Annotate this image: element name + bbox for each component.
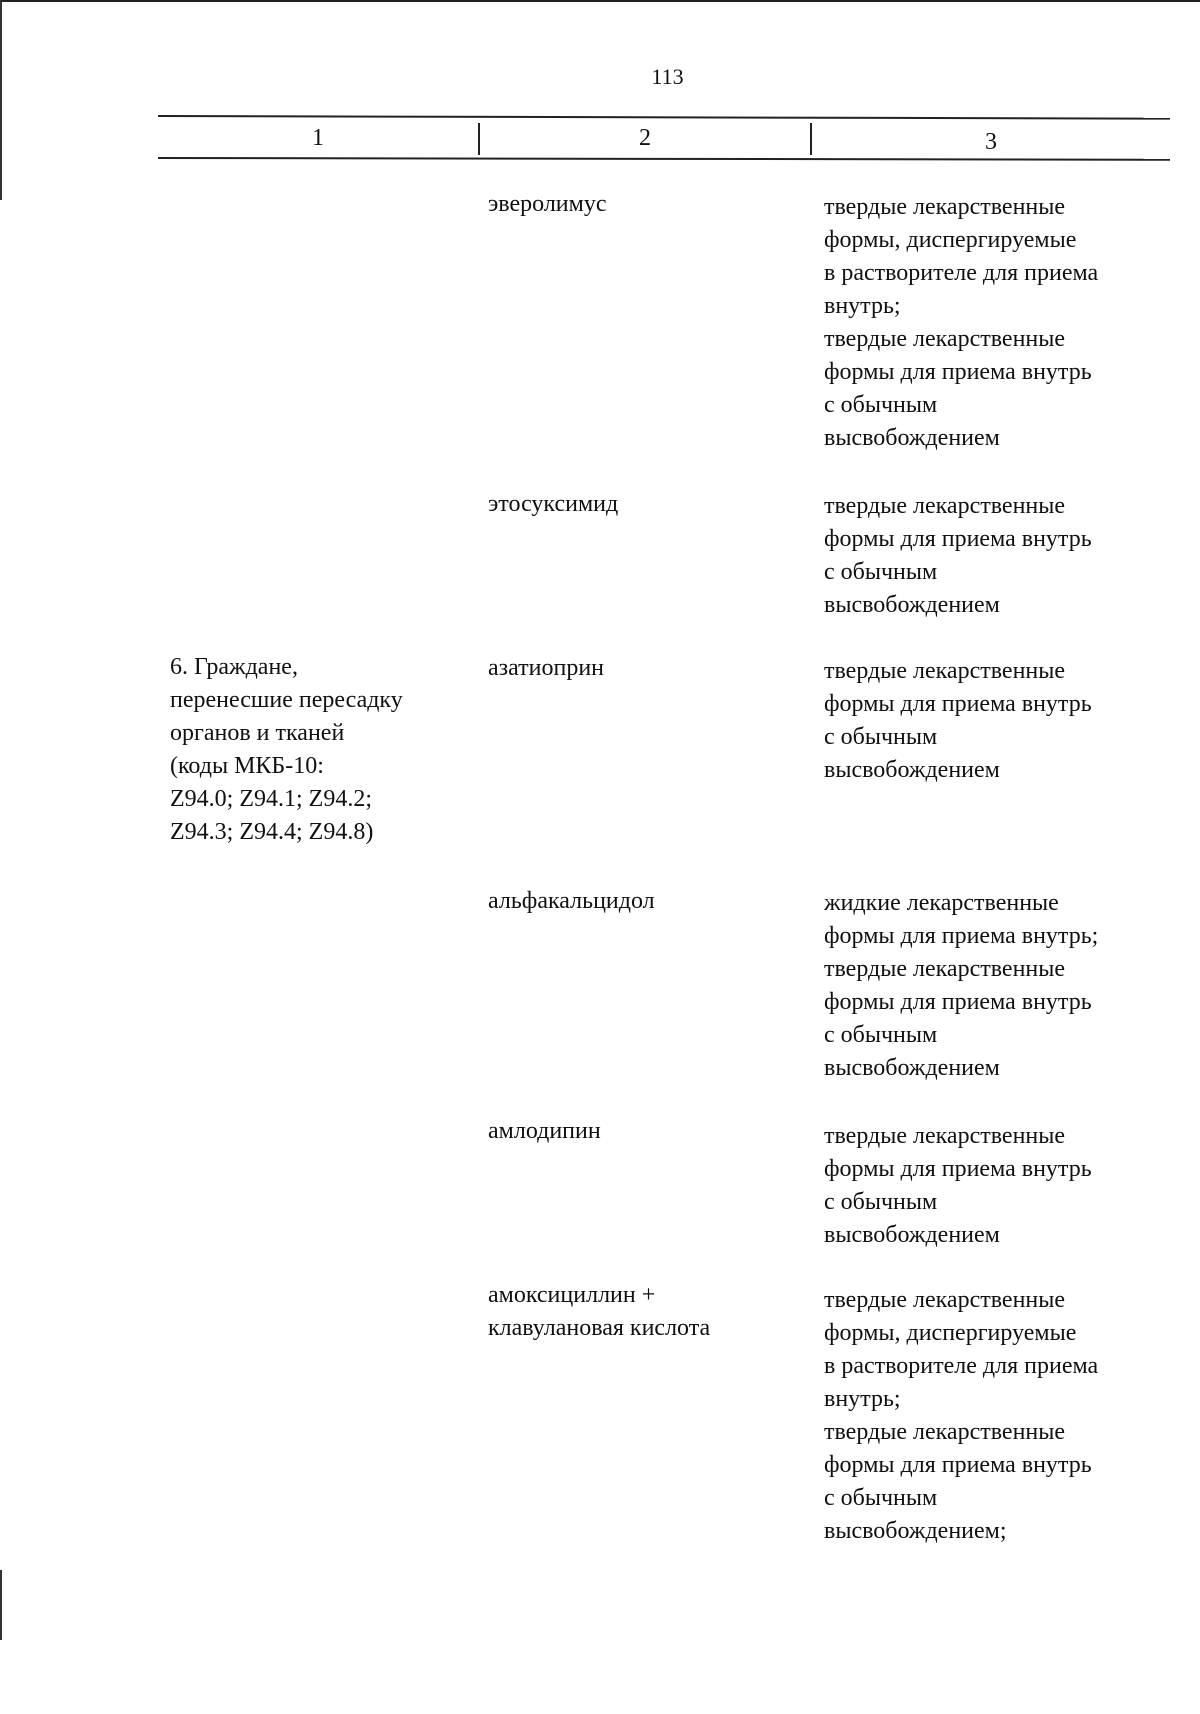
dosage-forms: твердые лекарственные формы, диспергируемые в растворителе для приема внутрь; твердые лекарственные формы для приема внутрь с обычным высвобождением; bbox=[824, 1287, 1099, 1544]
dosage-forms: твердые лекарственные формы для приема внутрь с обычным высвобождением bbox=[824, 658, 1092, 783]
drug-name: амоксициллин + клавулановая кислота bbox=[488, 1282, 711, 1341]
scan-border-left-lower bbox=[0, 1570, 2, 1640]
table-header bbox=[158, 115, 1170, 159]
column-header-2: 2 bbox=[639, 125, 651, 151]
scan-border-top bbox=[0, 0, 1200, 2]
scan-border-left bbox=[0, 0, 2, 200]
dosage-forms: жидкие лекарственные формы для приема внутрь; твердые лекарственные формы для приема внутрь с обычным высвобождением bbox=[824, 890, 1099, 1081]
drug-name: эверолимус bbox=[488, 191, 607, 217]
drug-name: амлодипин bbox=[488, 1118, 601, 1144]
column-header-3: 3 bbox=[985, 129, 997, 155]
dosage-forms: твердые лекарственные формы для приема внутрь с обычным высвобождением bbox=[824, 493, 1092, 618]
page-number: 113 bbox=[651, 64, 684, 89]
drug-name: альфакальцидол bbox=[488, 888, 655, 914]
patient-category: 6. Граждане, перенесшие пересадку органов и тканей (коды МКБ-10: Z94.0; Z94.1; Z94.2; Z94.3; Z94.4; Z94.8) bbox=[170, 654, 403, 845]
dosage-forms: твердые лекарственные формы для приема внутрь с обычным высвобождением bbox=[824, 1123, 1092, 1248]
drug-name: азатиоприн bbox=[488, 655, 605, 681]
drug-name: этосуксимид bbox=[488, 491, 619, 517]
header-bottom-rule bbox=[158, 157, 1170, 161]
dosage-forms: твердые лекарственные формы, диспергируемые в растворителе для приема внутрь; твердые лекарственные формы для приема внутрь с обычным высвобождением bbox=[824, 194, 1099, 451]
header-top-rule bbox=[158, 115, 1170, 120]
column-header-1: 1 bbox=[312, 125, 324, 151]
